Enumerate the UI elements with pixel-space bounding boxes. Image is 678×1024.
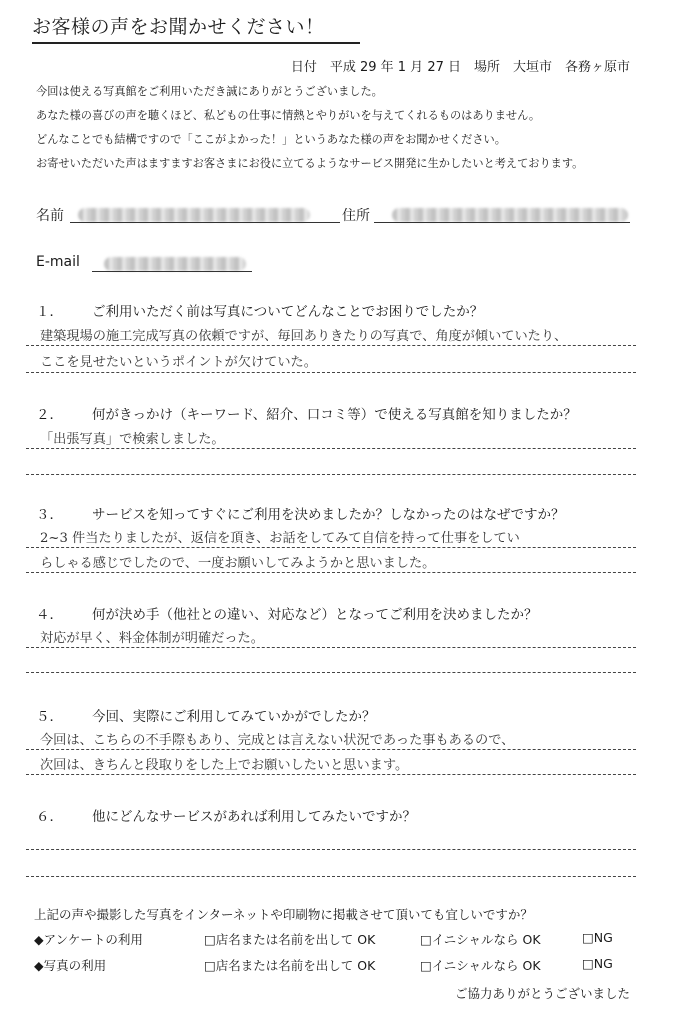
question-1: １． ご利用いただく前は写真についてどんなことでお困りでしたか？ [36,304,484,320]
answer-rule [26,749,636,750]
answer-5-line-1: 今回は、こちらの不手際もあり、完成とは言えない状況であった事もあるので、 [40,733,515,748]
name-field-redacted [78,208,310,222]
checkbox-photo-ng[interactable]: □NG [582,956,613,971]
name-label: 名前 [36,208,64,224]
answer-rule [26,849,636,850]
answer-3-line-1: 2~3 件当たりましたが、返信を頂き、お話をしてみて自信を持って仕事をしてい [40,531,520,546]
answer-2-line-1: 「出張写真」で検索しました。 [40,432,225,447]
intro-line: どんなことでも結構ですので「ここがよかった！」というあなた様の声をお聞かせください。 [36,133,506,146]
question-2: ２． 何がきっかけ（キーワード、紹介、口コミ等）で使える写真館を知りましたか？ [36,407,577,423]
answer-4-line-1: 対応が早く、料金体制が明確だった。 [40,631,264,646]
thanks-message: ご協力ありがとうございました [454,986,630,1001]
page-title: お客様の声をお聞かせください！ [32,12,360,44]
answer-1-line-1: 建築現場の施工完成写真の依頼ですが、毎回ありきたりの写真で、角度が傾いていたり、 [40,329,568,344]
address-field-redacted [392,208,628,222]
email-label: E-mail [36,254,80,270]
checkbox-photo-name-ok[interactable]: □店名または名前を出して OK [204,958,376,973]
answer-rule [26,647,636,648]
question-3: ３． サービスを知ってすぐにご利用を決めましたか？しなかったのはなぜですか？ [36,507,565,523]
checkbox-photo-initial-ok[interactable]: □イニシャルなら OK [420,958,541,973]
question-5: ５． 今回、実際にご利用してみていかがでしたか？ [36,709,376,725]
answer-rule [26,774,636,775]
address-label: 住所 [342,208,370,224]
question-6: ６． 他にどんなサービスがあれば利用してみたいですか？ [36,809,416,825]
email-underline [92,271,252,272]
consent-row-photo-label: ◆写真の利用 [34,958,107,973]
email-field-redacted [104,257,246,271]
answer-rule [26,672,636,673]
consent-row-survey-label: ◆アンケートの利用 [34,932,143,947]
date-place-line: 日付 平成 29 年 1 月 27 日 場所 大垣市 各務ヶ原市 [290,60,630,75]
checkbox-survey-ng[interactable]: □NG [582,930,613,945]
question-4: ４． 何が決め手（他社との違い、対応など）となってご利用を決めましたか？ [36,607,538,623]
intro-line: お寄せいただいた声はますますお客さまにお役に立てるようなサービス開発に生かしたいと考えております。 [36,157,584,170]
answer-rule [26,474,636,475]
answer-rule [26,448,636,449]
checkbox-survey-name-ok[interactable]: □店名または名前を出して OK [204,932,376,947]
answer-rule [26,572,636,573]
answer-rule [26,372,636,373]
answer-rule [26,876,636,877]
consent-question: 上記の声や撮影した写真をインターネットや印刷物に掲載させて頂いても宜しいですか？ [34,907,533,922]
intro-line: 今回は使える写真館をご利用いただき誠にありがとうございました。 [36,85,383,98]
answer-3-line-2: らしゃる感じでしたので、一度お願いしてみようかと思いました。 [40,556,436,571]
checkbox-survey-initial-ok[interactable]: □イニシャルなら OK [420,932,541,947]
address-underline [374,222,630,223]
name-underline [70,222,340,223]
answer-rule [26,547,636,548]
answer-rule [26,345,636,346]
answer-1-line-2: ここを見せたいというポイントが欠けていた。 [40,355,317,370]
answer-5-line-2: 次回は、きちんと段取りをした上でお願いしたいと思います。 [40,758,409,773]
intro-line: あなた様の喜びの声を聴くほど、私どもの仕事に情熱とやりがいを与えてくれるものはありません。 [36,109,541,122]
